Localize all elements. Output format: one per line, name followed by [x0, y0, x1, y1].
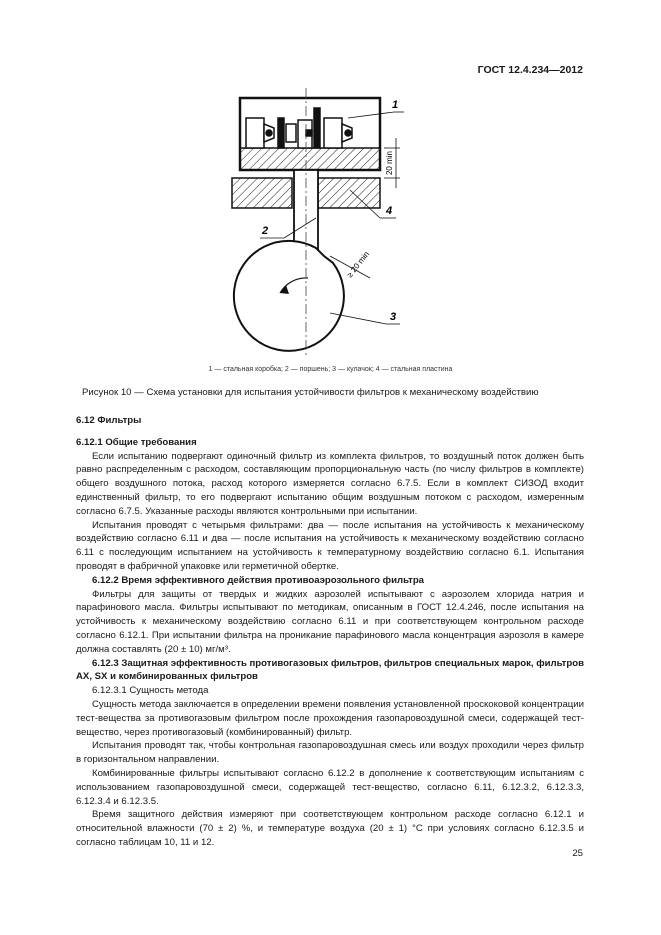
paragraph: Испытания проводят так, чтобы контрольная газопаровоздушная смесь или воздух проходили через фильтр в горизонтальном направлении. — [76, 740, 584, 766]
figure-legend: 1 — стальная коробка; 2 — поршень; 3 — кулачок; 4 — стальная пластина — [208, 366, 453, 373]
dimension-vertical: 20 min — [385, 150, 394, 176]
paragraph: Комбинированные фильтры испытывают согласно 6.12.2 в дополнение к соответствующим испытаниям с использованием газопаровоздушной смеси, содержащей тест-вещество, согласно 6.11, 6.12.3.2, 6.12.3.3, 6.12.3.4 и 6.12.3.5. — [76, 767, 584, 807]
paragraph: Испытания проводят с четырьмя фильтрами: два — после испытания на устойчивость к механическому воздействию согласно 6.11 и два — после испытания на устойчивость к механическому воздействию согласно 6.11 с последующим испытанием на устойчивость к температурному воздействию согласно 6.1. Испытания проводят в фабричной упаковке или герметичной обертке. — [76, 519, 584, 572]
section-title-6-12-1: 6.12.1 Общие требования — [76, 436, 197, 448]
figure-caption: Рисунок 10 — Схема установки для испытания устойчивости фильтров к механическому воздействию — [82, 387, 539, 398]
section-title-6-12-3-1: 6.12.3.1 Сущность метода — [92, 685, 209, 697]
label-2: 2 — [262, 225, 269, 237]
section-title-6-12-2: 6.12.2 Время эффективного действия противоаэрозольного фильтра — [92, 574, 425, 586]
paragraph: Если испытанию подвергают одиночный фильтр из комплекта фильтров, то воздушный поток должен быть равно распределенным с расходом, составляющим пропорциональную часть (по числу фильтров в комплекте) общего воздушного потока, расход которого измеряется согласно 6.7.5. Если в комплект СИЗОД входит единственный фильтр, то его подвергают испытанию общим воздушным потоком с расходом, измеренным согласно 6.7.5. Указанные расходы являются контрольными при испытании. — [76, 450, 584, 517]
label-4: 4 — [386, 205, 393, 217]
dimension-angled: ≥ 20 min — [345, 249, 372, 280]
page-number: 25 — [572, 848, 583, 859]
paragraph: Время защитного действия измеряют при соответствующем контрольном расходе согласно 6.12.1 и относительной влажности (70 ± 2) %, и температуре воздуха (20 ± 1) °С при условиях согласно 6.12.3.5 и согласно таблицам 10, 11 и 12. — [76, 809, 584, 848]
cam — [234, 241, 344, 351]
filters-assembly — [246, 108, 352, 148]
standard-designation: ГОСТ 12.4.234—2012 — [477, 64, 583, 76]
section-title-6-12-3: 6.12.3 Защитная эффективность противогазовых фильтров, фильтров специальных марок, фильтров АХ, SX и комбинированных фильтров — [76, 657, 584, 683]
label-3: 3 — [390, 311, 397, 323]
paragraph: Сущность метода заключается в определении времени появления установленной проскоковой концентрации тест-вещества за противогазовым фильтром после прохождения газопаровоздушной смеси, содержащей тест-вещество, через противогазовый (комбинированный) фильтр. — [76, 698, 584, 738]
paragraph: Фильтры для защиты от твердых и жидких аэрозолей испытывают с аэрозолем хлорида натрия и парафинового масла. Фильтры испытывают по методикам, описанным в ГОСТ 12.4.246, после испытания на устойчивость к механическому воздействию согласно 6.11 и при соответствующем контрольном расходе согласно 6.12.1. При испытании фильтра на проникание парафинового масла концентрация аэрозоля в камере должна составлять (20 ± 10) мг/м³. — [76, 588, 584, 655]
section-title-6-12: 6.12 Фильтры — [76, 415, 142, 426]
label-1: 1 — [392, 99, 399, 111]
test-setup-figure — [220, 88, 430, 358]
body-text — [76, 414, 584, 850]
